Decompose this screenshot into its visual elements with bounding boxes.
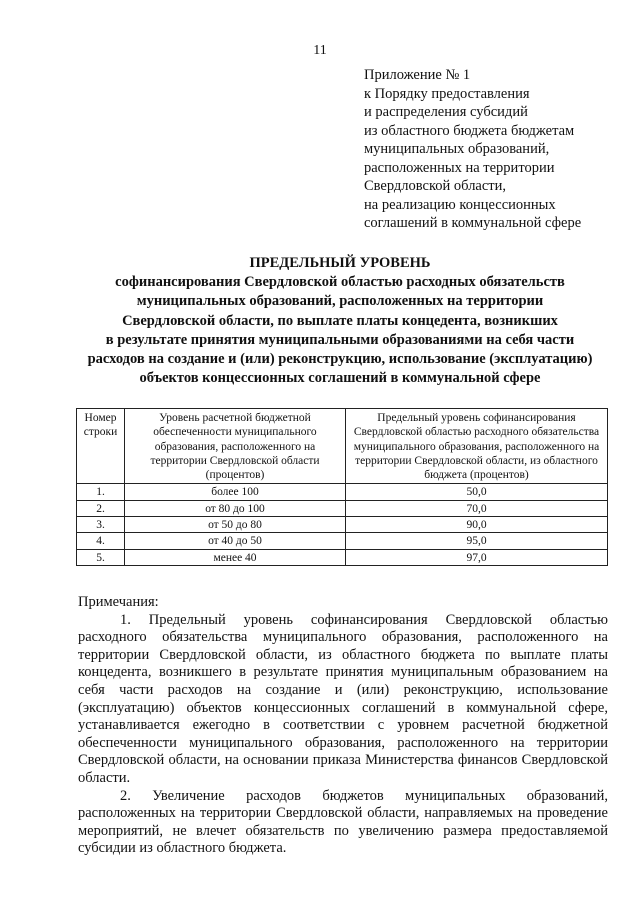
header-row-number: Номер строки — [77, 409, 125, 484]
cell-budget-level: от 50 до 80 — [125, 517, 346, 533]
notes-heading: Примечания: — [78, 594, 159, 610]
cell-row-number: 4. — [77, 533, 125, 549]
appendix-line: Свердловской области, — [364, 178, 507, 194]
appendix-header — [364, 66, 581, 233]
table-header-row — [77, 409, 608, 484]
document-title — [60, 254, 620, 388]
cell-budget-level: от 40 до 50 — [125, 533, 346, 549]
cell-budget-level: от 80 до 100 — [125, 500, 346, 516]
cell-budget-level: менее 40 — [125, 549, 346, 565]
appendix-line: на реализацию концессионных — [364, 196, 556, 213]
cell-row-number: 2. — [77, 500, 125, 516]
appendix-line: расположенных на территории — [364, 159, 555, 176]
page-number: 11 — [313, 43, 327, 58]
appendix-line: и распределения субсидий — [364, 104, 528, 120]
cell-budget-level: более 100 — [125, 484, 346, 500]
title-line: объектов концессионных соглашений в коммунальной сфере — [139, 370, 541, 387]
appendix-line: Приложение № 1 — [364, 67, 471, 83]
table-row — [77, 533, 608, 549]
appendix-line: из областного бюджета бюджетам — [364, 122, 575, 139]
title-line: расходов на создание и (или) реконструкцию, использование (эксплуатацию) — [87, 351, 593, 368]
cell-cofinancing-limit: 95,0 — [346, 533, 608, 549]
cell-cofinancing-limit: 50,0 — [346, 484, 608, 500]
cell-row-number: 3. — [77, 517, 125, 533]
note-paragraph: 1. Предельный уровень софинансирования Свердловской областью расходного обязательства муниципального образования, расположенного на территории Свердловской области, из областного бюджета по выплате платы концедента, возникшего в результате принятия муниципальным образованием на себя части расходов на создание и (или) реконструкцию, использование (эксплуатацию) объектов концессионных соглашений в коммунальной сфере, устанавливается ежегодно в соответствии с уровнем расчетной бюджетной обеспеченности муниципального образования, расположенного на территории Свердловской области, на основании приказа Министерства финансов Свердловской области. — [78, 611, 608, 786]
table-row — [77, 500, 608, 516]
notes-section — [78, 594, 608, 858]
appendix-line: муниципальных образований, — [364, 141, 550, 157]
title-line: софинансирования Свердловской областью расходных обязательств — [115, 274, 565, 291]
table-row — [77, 484, 608, 500]
cell-row-number: 5. — [77, 549, 125, 565]
header-budget-level: Уровень расчетной бюджетной обеспеченности муниципального образования, расположенного на территории Свердловской области (процентов) — [125, 409, 346, 484]
appendix-line: соглашений в коммунальной сфере — [364, 215, 582, 231]
table-row — [77, 549, 608, 565]
title-line: Свердловской области, по выплате платы концедента, возникших — [122, 312, 558, 329]
cell-cofinancing-limit: 97,0 — [346, 549, 608, 565]
cell-row-number: 1. — [77, 484, 125, 500]
appendix-line: к Порядку предоставления — [364, 85, 530, 102]
title-line: муниципальных образований, расположенных на территории — [136, 293, 544, 310]
title-line: в результате принятия муниципальными образованиями на себя части — [105, 331, 575, 348]
table-row — [77, 517, 608, 533]
cell-cofinancing-limit: 70,0 — [346, 500, 608, 516]
note-paragraph: 2. Увеличение расходов бюджетов муниципальных образований, расположенных на территории Свердловской области, направляемых на проведение мероприятий, не влечет обязательств по увеличению размера предоставляемой субсидии из областного бюджета. — [78, 787, 608, 857]
header-cofinancing-limit: Предельный уровень софинансирования Свердловской областью расходного обязательства муниципального образования, расположенного на территории Свердловской области, из областного бюджета (процентов) — [346, 409, 608, 484]
cofinancing-table — [76, 408, 608, 566]
cell-cofinancing-limit: 90,0 — [346, 517, 608, 533]
title-line: ПРЕДЕЛЬНЫЙ УРОВЕНЬ — [249, 255, 431, 271]
